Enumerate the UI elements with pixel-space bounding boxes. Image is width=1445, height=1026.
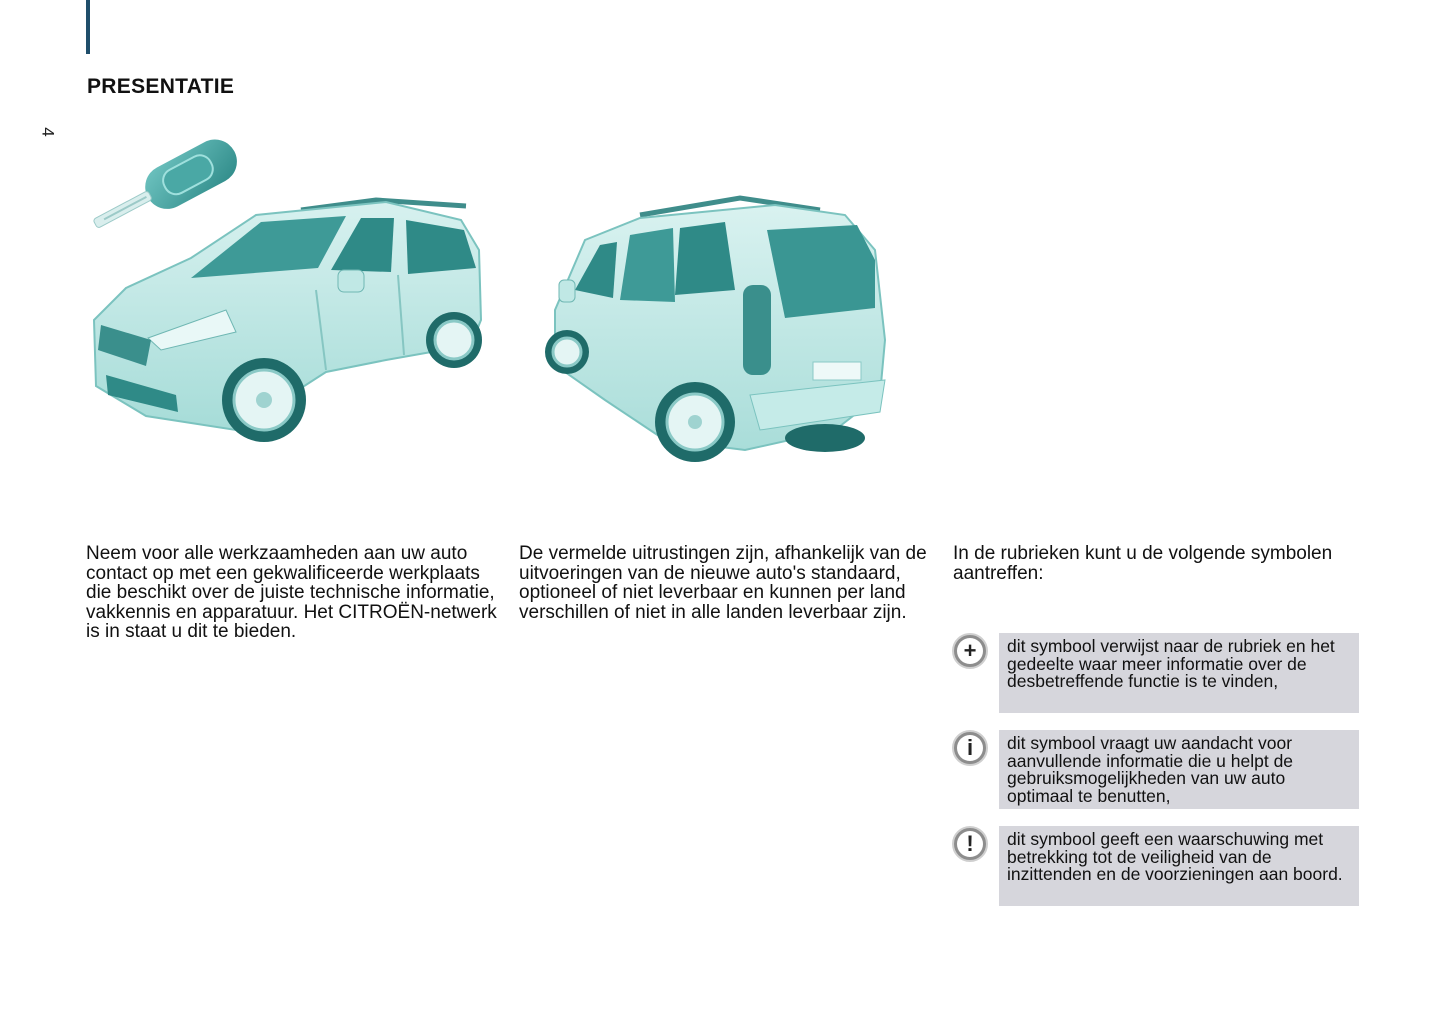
symbol-description: dit symbool geeft een waarschuwing met betrekking tot de veiligheid van de inzittenden en de voorzieningen aan boord.	[999, 826, 1359, 906]
equipment-paragraph: De vermelde uitrustingen zijn, afhankelijk van de uitvoeringen van de nieuwe auto's standaard, optioneel of niet leverbaar en kunnen per land verschillen of niet in alle landen leverbaar zijn.	[519, 543, 927, 623]
page-title: PRESENTATIE	[87, 75, 235, 98]
van-front-illustration	[86, 190, 486, 448]
symbols-intro: In de rubrieken kunt u de volgende symbolen aantreffen:	[953, 543, 1333, 584]
symbol-description: dit symbool vraagt uw aandacht voor aanvullende informatie die u helpt de gebruiksmogelijkheden van uw auto optimaal te benutten,	[999, 730, 1359, 809]
margin-bar	[86, 0, 90, 54]
page-number: 4	[38, 127, 58, 137]
warning-icon: !	[952, 826, 988, 862]
info-icon: i	[952, 730, 988, 766]
symbol-description: dit symbool verwijst naar de rubriek en het gedeelte waar meer informatie over de desbetreffende functie is te vinden,	[999, 633, 1359, 713]
plus-icon: +	[952, 633, 988, 669]
intro-paragraph: Neem voor alle werkzaamheden aan uw auto contact op met een gekwalificeerde werkplaats die beschikt over de juiste technische informatie, vakkennis en apparatuur. Het CITROËN-netwerk is in staat u dit te bieden.	[86, 543, 497, 642]
van-rear-illustration	[545, 190, 895, 475]
